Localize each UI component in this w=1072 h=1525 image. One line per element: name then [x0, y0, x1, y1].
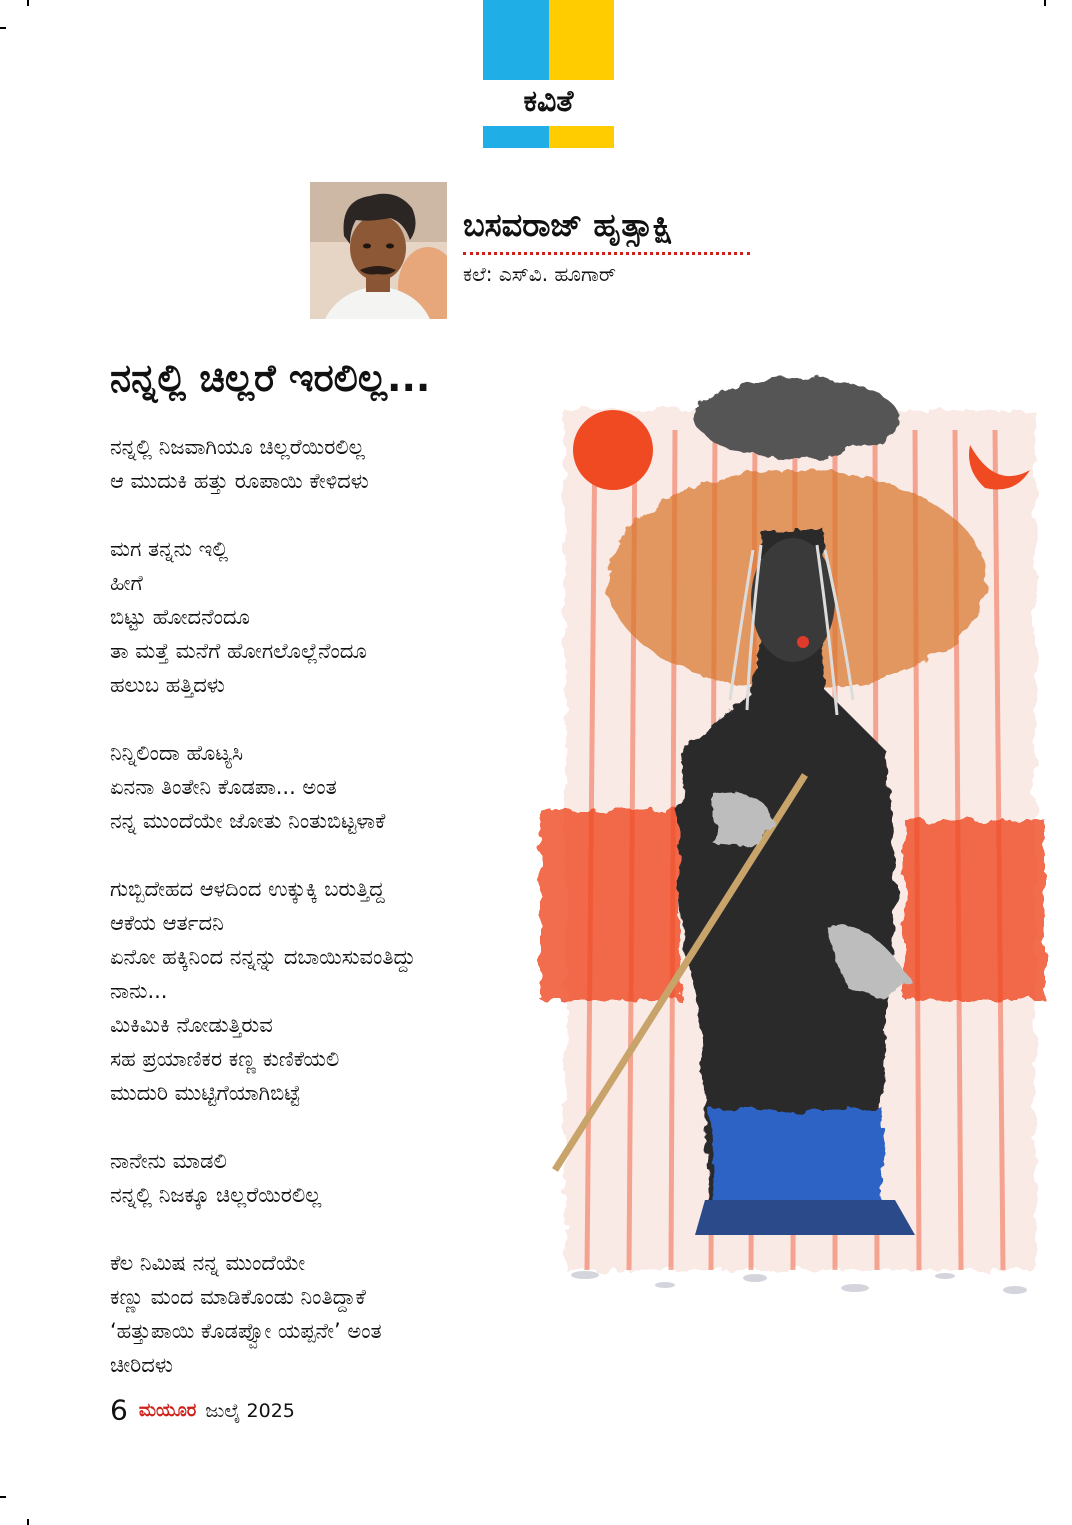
poem-line: ಕಣ್ಣು ಮಂದ ಮಾಡಿಕೊಂಡು ನಿಂತಿದ್ದಾಕೆ	[110, 1285, 366, 1309]
poem-line: ಏನನಾ ತಿಂತೇನಿ ಕೊಡಪಾ... ಅಂತ	[110, 775, 337, 799]
section-tag-color-block	[483, 0, 614, 80]
crop-mark	[0, 1496, 6, 1498]
author-photo	[310, 182, 447, 319]
poem-line: ನಾನೇನು ಮಾಡಲಿ	[110, 1149, 227, 1173]
section-tag	[483, 0, 614, 148]
poem-line: ನನ್ನಲ್ಲಿ ನಿಜಕ್ಕೂ ಚಿಲ್ಲರೆಯಿರಲಿಲ್ಲ	[110, 1183, 322, 1207]
poem-line: ‘ಹತ್ತುಪಾಯಿ ಕೊಡಪ್ವೋ ಯಪ್ಪನೇ’ ಅಂತ	[110, 1319, 382, 1343]
poem-line: ಆಕೆಯ ಆರ್ತದನಿ	[110, 911, 224, 935]
poem-line: ಆ ಮುದುಕಿ ಹತ್ತು ರೂಪಾಯಿ ಕೇಳಿದಳು	[110, 469, 369, 493]
crop-mark	[0, 27, 6, 29]
poem-stanza	[110, 532, 530, 702]
poem-line: ಮಿಕಿಮಿಕಿ ನೋಡುತ್ತಿರುವ	[110, 1013, 273, 1037]
illustration	[525, 370, 1055, 1310]
page-number: 6	[110, 1393, 128, 1427]
poem-line: ನನ್ನಲ್ಲಿ ನಿಜವಾಗಿಯೂ ಚಿಲ್ಲರೆಯಿರಲಿಲ್ಲ	[110, 435, 365, 459]
poem-line: ಚೀರಿದಳು	[110, 1353, 173, 1377]
poem-line: ಹಲುಬ ಹತ್ತಿದಳು	[110, 673, 225, 697]
section-tag-color-strip	[483, 126, 614, 148]
page-footer	[110, 1392, 295, 1429]
art-credit: ಕಲೆ: ಎಸ್‌ವಿ. ಹೂಗಾರ್	[463, 262, 616, 286]
poem-line: ಹೀಗೆ	[110, 571, 143, 595]
poem-stanza	[110, 430, 530, 498]
poem-line: ಏನೋ ಹಕ್ಕಿನಿಂದ ನನ್ನನ್ನು ದಬಾಯಿಸುವಂತಿದ್ದು	[110, 945, 416, 969]
section-label: ಕವಿತೆ	[523, 84, 574, 119]
issue-date: ಜುಲೈ 2025	[205, 1399, 295, 1422]
poem-line: ಕೆಲ ನಿಮಿಷ ನನ್ನ ಮುಂದೆಯೇ	[110, 1251, 306, 1275]
magazine-logo: ಮಯೂರ	[138, 1399, 197, 1421]
poem-line: ಗುಬ್ಬಿದೇಹದ ಆಳದಿಂದ ಉಕ್ಕುಕ್ಕಿ ಬರುತ್ತಿದ್ದ	[110, 877, 385, 901]
poem-body	[110, 430, 530, 1416]
poem-line: ಸಹ ಪ್ರಯಾಣಿಕರ ಕಣ್ಣ ಕುಣಿಕೆಯಲಿ	[110, 1047, 340, 1071]
poem-line: ಬಿಟ್ಟು ಹೋದನೆಂದೂ	[110, 605, 250, 629]
poem-line: ಮಗ ತನ್ನನು ಇಲ್ಲಿ	[110, 537, 229, 561]
poem-line: ನಾನು...	[110, 979, 168, 1003]
poem-line: ಮುದುರಿ ಮುಟ್ಟಿಗೆಯಾಗಿಬಿಟ್ಟೆ	[110, 1081, 301, 1105]
crop-mark	[27, 0, 29, 6]
poem-stanza	[110, 1144, 530, 1212]
poem-line: ತಾ ಮತ್ತೆ ಮನೆಗೆ ಹೋಗಲೊಲ್ಲೆನೆಂದೂ	[110, 639, 367, 663]
author-name: ಬಸವರಾಜ್ ಹೃತ್ಸಾಕ್ಷಿ	[463, 200, 750, 255]
poem-stanza	[110, 1246, 530, 1382]
poem-stanza	[110, 736, 530, 838]
poem-line: ನನ್ನ ಮುಂದೆಯೇ ಜೋತು ನಿಂತುಬಿಟ್ಟಳಾಕೆ	[110, 809, 386, 833]
poem-title: ನನ್ನಲ್ಲಿ ಚಿಲ್ಲರೆ ಇರಲಿಲ್ಲ...	[110, 356, 431, 400]
crop-mark	[1044, 0, 1046, 6]
poem-line: ನಿನ್ನಿಲಿಂದಾ ಹೊಟ್ಯಸಿ	[110, 741, 244, 765]
poem-stanza	[110, 872, 530, 1110]
crop-mark	[27, 1519, 29, 1525]
